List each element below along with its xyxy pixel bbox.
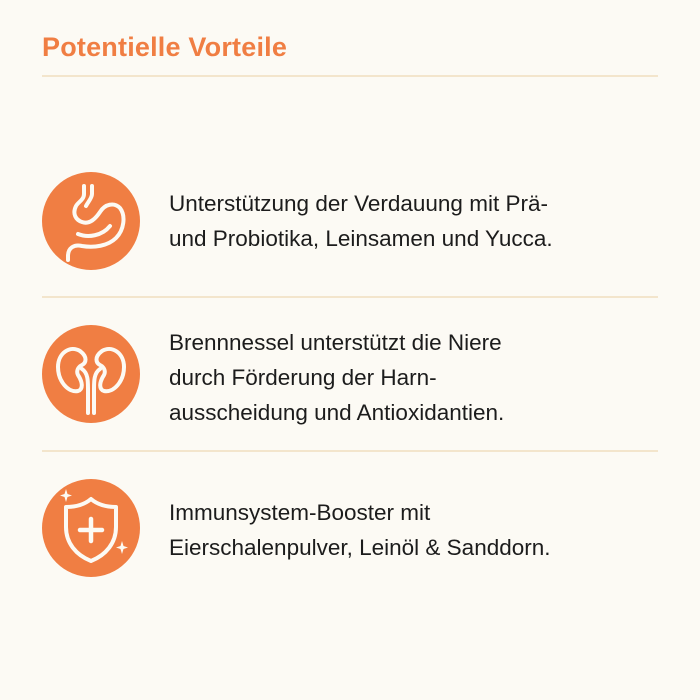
benefit-divider xyxy=(42,450,658,452)
benefit-kidney xyxy=(42,325,658,425)
benefit-text xyxy=(169,325,658,430)
benefit-line: Eierschalenpulver, Leinöl & Sanddorn. xyxy=(169,535,551,560)
benefit-divider xyxy=(42,296,658,298)
stomach-icon xyxy=(42,172,140,270)
benefit-line: und Probiotika, Leinsamen und Yucca. xyxy=(169,226,553,251)
benefit-line: durch Förderung der Harn- xyxy=(169,365,437,390)
kidney-icon xyxy=(42,325,140,423)
benefit-line: ausscheidung und Antioxidantien. xyxy=(169,400,505,425)
benefit-digestion xyxy=(42,172,658,272)
benefit-text xyxy=(169,186,658,256)
shield-plus-icon xyxy=(42,479,140,577)
benefit-line: Immunsystem-Booster mit xyxy=(169,500,431,525)
benefit-text xyxy=(169,495,658,565)
benefit-immune xyxy=(42,479,658,579)
benefit-line: Brennnessel unterstützt die Niere xyxy=(169,330,502,355)
title-divider xyxy=(42,75,658,77)
benefit-line: Unterstützung der Verdauung mit Prä- xyxy=(169,191,548,216)
section-title: Potentielle Vorteile xyxy=(42,32,288,62)
